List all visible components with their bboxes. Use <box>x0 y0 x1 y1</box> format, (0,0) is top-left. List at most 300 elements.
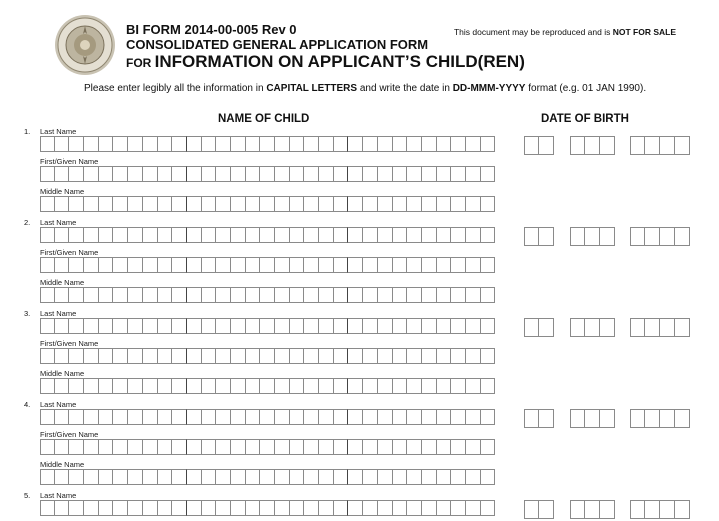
char-box[interactable] <box>437 500 452 516</box>
char-box[interactable] <box>378 500 393 516</box>
char-box[interactable] <box>363 318 378 334</box>
char-box[interactable] <box>158 439 173 455</box>
char-box[interactable] <box>202 318 217 334</box>
char-box[interactable] <box>319 409 334 425</box>
date-box[interactable] <box>645 227 660 246</box>
last-name-boxes-child-4[interactable] <box>40 409 495 425</box>
char-box[interactable] <box>334 348 349 364</box>
char-box[interactable] <box>99 227 114 243</box>
char-box[interactable] <box>69 196 84 212</box>
char-box[interactable] <box>172 500 187 516</box>
char-box[interactable] <box>348 196 363 212</box>
char-box[interactable] <box>55 409 70 425</box>
char-box[interactable] <box>304 378 319 394</box>
char-box[interactable] <box>69 469 84 485</box>
char-box[interactable] <box>466 409 481 425</box>
char-box[interactable] <box>40 409 55 425</box>
char-box[interactable] <box>260 136 275 152</box>
char-box[interactable] <box>99 378 114 394</box>
date-box[interactable] <box>539 227 554 246</box>
char-box[interactable] <box>187 348 202 364</box>
char-box[interactable] <box>422 287 437 303</box>
dob-day-child-4[interactable] <box>524 409 554 428</box>
char-box[interactable] <box>55 378 70 394</box>
char-box[interactable] <box>172 348 187 364</box>
date-box[interactable] <box>660 409 675 428</box>
char-box[interactable] <box>304 227 319 243</box>
char-box[interactable] <box>158 378 173 394</box>
char-box[interactable] <box>216 257 231 273</box>
char-box[interactable] <box>55 136 70 152</box>
char-box[interactable] <box>275 348 290 364</box>
char-box[interactable] <box>260 287 275 303</box>
char-box[interactable] <box>466 439 481 455</box>
char-box[interactable] <box>260 409 275 425</box>
char-box[interactable] <box>246 318 261 334</box>
char-box[interactable] <box>231 136 246 152</box>
char-box[interactable] <box>393 469 408 485</box>
last-name-boxes-child-2[interactable] <box>40 227 495 243</box>
char-box[interactable] <box>128 409 143 425</box>
char-box[interactable] <box>363 439 378 455</box>
date-box[interactable] <box>660 500 675 519</box>
char-box[interactable] <box>378 318 393 334</box>
char-box[interactable] <box>99 257 114 273</box>
dob-year-child-1[interactable] <box>630 136 690 155</box>
char-box[interactable] <box>187 166 202 182</box>
char-box[interactable] <box>113 196 128 212</box>
char-box[interactable] <box>275 227 290 243</box>
char-box[interactable] <box>393 227 408 243</box>
char-box[interactable] <box>143 378 158 394</box>
char-box[interactable] <box>231 196 246 212</box>
char-box[interactable] <box>348 409 363 425</box>
char-box[interactable] <box>319 318 334 334</box>
char-box[interactable] <box>290 257 305 273</box>
char-box[interactable] <box>481 318 496 334</box>
char-box[interactable] <box>481 287 496 303</box>
char-box[interactable] <box>216 318 231 334</box>
char-box[interactable] <box>246 439 261 455</box>
char-box[interactable] <box>158 409 173 425</box>
char-box[interactable] <box>172 378 187 394</box>
char-box[interactable] <box>246 196 261 212</box>
char-box[interactable] <box>128 378 143 394</box>
char-box[interactable] <box>143 257 158 273</box>
char-box[interactable] <box>334 439 349 455</box>
char-box[interactable] <box>128 166 143 182</box>
char-box[interactable] <box>202 500 217 516</box>
char-box[interactable] <box>466 196 481 212</box>
char-box[interactable] <box>187 469 202 485</box>
char-box[interactable] <box>99 136 114 152</box>
char-box[interactable] <box>407 196 422 212</box>
char-box[interactable] <box>246 348 261 364</box>
char-box[interactable] <box>84 378 99 394</box>
char-box[interactable] <box>55 318 70 334</box>
char-box[interactable] <box>466 378 481 394</box>
date-box[interactable] <box>660 136 675 155</box>
char-box[interactable] <box>202 196 217 212</box>
date-box[interactable] <box>675 136 690 155</box>
date-box[interactable] <box>630 500 645 519</box>
char-box[interactable] <box>128 227 143 243</box>
char-box[interactable] <box>304 318 319 334</box>
char-box[interactable] <box>55 439 70 455</box>
char-box[interactable] <box>260 196 275 212</box>
char-box[interactable] <box>143 196 158 212</box>
char-box[interactable] <box>319 227 334 243</box>
char-box[interactable] <box>363 378 378 394</box>
dob-day-child-2[interactable] <box>524 227 554 246</box>
char-box[interactable] <box>481 196 496 212</box>
char-box[interactable] <box>216 287 231 303</box>
char-box[interactable] <box>304 439 319 455</box>
char-box[interactable] <box>348 378 363 394</box>
char-box[interactable] <box>187 439 202 455</box>
char-box[interactable] <box>304 136 319 152</box>
char-box[interactable] <box>437 227 452 243</box>
char-box[interactable] <box>69 166 84 182</box>
char-box[interactable] <box>143 318 158 334</box>
char-box[interactable] <box>437 318 452 334</box>
char-box[interactable] <box>437 409 452 425</box>
char-box[interactable] <box>437 287 452 303</box>
char-box[interactable] <box>275 439 290 455</box>
char-box[interactable] <box>290 378 305 394</box>
char-box[interactable] <box>128 136 143 152</box>
char-box[interactable] <box>290 469 305 485</box>
last-name-boxes-child-1[interactable] <box>40 136 495 152</box>
char-box[interactable] <box>275 318 290 334</box>
char-box[interactable] <box>363 500 378 516</box>
last-name-boxes-child-5[interactable] <box>40 500 495 516</box>
char-box[interactable] <box>55 227 70 243</box>
date-box[interactable] <box>630 318 645 337</box>
char-box[interactable] <box>172 136 187 152</box>
middle-name-boxes-child-3[interactable] <box>40 378 495 394</box>
char-box[interactable] <box>260 348 275 364</box>
date-box[interactable] <box>675 227 690 246</box>
char-box[interactable] <box>437 136 452 152</box>
date-box[interactable] <box>524 409 539 428</box>
char-box[interactable] <box>481 136 496 152</box>
char-box[interactable] <box>40 348 55 364</box>
char-box[interactable] <box>187 378 202 394</box>
char-box[interactable] <box>348 287 363 303</box>
char-box[interactable] <box>260 227 275 243</box>
char-box[interactable] <box>69 348 84 364</box>
char-box[interactable] <box>143 348 158 364</box>
char-box[interactable] <box>407 348 422 364</box>
char-box[interactable] <box>393 439 408 455</box>
dob-year-child-5[interactable] <box>630 500 690 519</box>
char-box[interactable] <box>40 166 55 182</box>
char-box[interactable] <box>113 348 128 364</box>
char-box[interactable] <box>99 500 114 516</box>
char-box[interactable] <box>55 500 70 516</box>
char-box[interactable] <box>437 469 452 485</box>
char-box[interactable] <box>319 136 334 152</box>
char-box[interactable] <box>128 500 143 516</box>
char-box[interactable] <box>55 287 70 303</box>
middle-name-boxes-child-2[interactable] <box>40 287 495 303</box>
char-box[interactable] <box>69 500 84 516</box>
char-box[interactable] <box>422 318 437 334</box>
date-box[interactable] <box>645 500 660 519</box>
char-box[interactable] <box>172 439 187 455</box>
char-box[interactable] <box>40 378 55 394</box>
char-box[interactable] <box>216 136 231 152</box>
char-box[interactable] <box>437 257 452 273</box>
char-box[interactable] <box>113 257 128 273</box>
char-box[interactable] <box>260 166 275 182</box>
char-box[interactable] <box>319 257 334 273</box>
char-box[interactable] <box>202 287 217 303</box>
char-box[interactable] <box>202 257 217 273</box>
char-box[interactable] <box>202 227 217 243</box>
char-box[interactable] <box>378 287 393 303</box>
dob-day-child-5[interactable] <box>524 500 554 519</box>
char-box[interactable] <box>40 257 55 273</box>
char-box[interactable] <box>84 348 99 364</box>
middle-name-boxes-child-4[interactable] <box>40 469 495 485</box>
last-name-boxes-child-3[interactable] <box>40 318 495 334</box>
date-box[interactable] <box>570 318 585 337</box>
char-box[interactable] <box>275 287 290 303</box>
date-box[interactable] <box>630 136 645 155</box>
char-box[interactable] <box>84 196 99 212</box>
char-box[interactable] <box>231 348 246 364</box>
char-box[interactable] <box>260 500 275 516</box>
char-box[interactable] <box>407 469 422 485</box>
char-box[interactable] <box>290 287 305 303</box>
char-box[interactable] <box>84 287 99 303</box>
char-box[interactable] <box>231 500 246 516</box>
char-box[interactable] <box>158 136 173 152</box>
char-box[interactable] <box>407 136 422 152</box>
char-box[interactable] <box>451 378 466 394</box>
char-box[interactable] <box>304 469 319 485</box>
char-box[interactable] <box>481 348 496 364</box>
date-box[interactable] <box>600 318 615 337</box>
char-box[interactable] <box>393 409 408 425</box>
char-box[interactable] <box>84 439 99 455</box>
char-box[interactable] <box>246 227 261 243</box>
char-box[interactable] <box>407 318 422 334</box>
char-box[interactable] <box>128 257 143 273</box>
middle-name-boxes-child-1[interactable] <box>40 196 495 212</box>
char-box[interactable] <box>451 136 466 152</box>
char-box[interactable] <box>231 409 246 425</box>
char-box[interactable] <box>246 378 261 394</box>
char-box[interactable] <box>246 166 261 182</box>
char-box[interactable] <box>393 500 408 516</box>
char-box[interactable] <box>334 136 349 152</box>
char-box[interactable] <box>143 136 158 152</box>
char-box[interactable] <box>466 318 481 334</box>
char-box[interactable] <box>407 287 422 303</box>
dob-day-child-1[interactable] <box>524 136 554 155</box>
char-box[interactable] <box>69 136 84 152</box>
char-box[interactable] <box>216 469 231 485</box>
char-box[interactable] <box>260 318 275 334</box>
char-box[interactable] <box>348 318 363 334</box>
char-box[interactable] <box>437 166 452 182</box>
char-box[interactable] <box>187 500 202 516</box>
char-box[interactable] <box>466 500 481 516</box>
char-box[interactable] <box>304 166 319 182</box>
char-box[interactable] <box>481 409 496 425</box>
char-box[interactable] <box>84 227 99 243</box>
char-box[interactable] <box>158 287 173 303</box>
char-box[interactable] <box>348 166 363 182</box>
char-box[interactable] <box>187 227 202 243</box>
dob-day-child-3[interactable] <box>524 318 554 337</box>
char-box[interactable] <box>202 469 217 485</box>
char-box[interactable] <box>393 136 408 152</box>
char-box[interactable] <box>290 136 305 152</box>
char-box[interactable] <box>40 500 55 516</box>
date-box[interactable] <box>600 136 615 155</box>
char-box[interactable] <box>319 500 334 516</box>
char-box[interactable] <box>466 287 481 303</box>
char-box[interactable] <box>407 500 422 516</box>
first-name-boxes-child-2[interactable] <box>40 257 495 273</box>
char-box[interactable] <box>378 257 393 273</box>
char-box[interactable] <box>216 378 231 394</box>
char-box[interactable] <box>40 318 55 334</box>
char-box[interactable] <box>187 287 202 303</box>
char-box[interactable] <box>481 166 496 182</box>
char-box[interactable] <box>319 196 334 212</box>
char-box[interactable] <box>187 318 202 334</box>
char-box[interactable] <box>348 469 363 485</box>
char-box[interactable] <box>378 439 393 455</box>
char-box[interactable] <box>451 257 466 273</box>
char-box[interactable] <box>275 257 290 273</box>
date-box[interactable] <box>630 409 645 428</box>
char-box[interactable] <box>481 469 496 485</box>
char-box[interactable] <box>158 469 173 485</box>
char-box[interactable] <box>172 287 187 303</box>
date-box[interactable] <box>600 409 615 428</box>
char-box[interactable] <box>231 378 246 394</box>
char-box[interactable] <box>55 196 70 212</box>
char-box[interactable] <box>363 469 378 485</box>
char-box[interactable] <box>143 227 158 243</box>
char-box[interactable] <box>348 348 363 364</box>
date-box[interactable] <box>570 136 585 155</box>
char-box[interactable] <box>55 166 70 182</box>
char-box[interactable] <box>422 348 437 364</box>
char-box[interactable] <box>246 409 261 425</box>
char-box[interactable] <box>113 469 128 485</box>
char-box[interactable] <box>113 439 128 455</box>
char-box[interactable] <box>84 166 99 182</box>
char-box[interactable] <box>422 409 437 425</box>
date-box[interactable] <box>675 500 690 519</box>
char-box[interactable] <box>40 439 55 455</box>
char-box[interactable] <box>304 196 319 212</box>
char-box[interactable] <box>363 257 378 273</box>
char-box[interactable] <box>202 166 217 182</box>
char-box[interactable] <box>466 469 481 485</box>
char-box[interactable] <box>172 227 187 243</box>
dob-month-child-1[interactable] <box>570 136 615 155</box>
char-box[interactable] <box>290 500 305 516</box>
char-box[interactable] <box>69 318 84 334</box>
char-box[interactable] <box>216 196 231 212</box>
dob-month-child-3[interactable] <box>570 318 615 337</box>
char-box[interactable] <box>378 409 393 425</box>
char-box[interactable] <box>246 257 261 273</box>
char-box[interactable] <box>40 227 55 243</box>
char-box[interactable] <box>216 439 231 455</box>
date-box[interactable] <box>524 500 539 519</box>
char-box[interactable] <box>481 439 496 455</box>
char-box[interactable] <box>84 318 99 334</box>
first-name-boxes-child-3[interactable] <box>40 348 495 364</box>
char-box[interactable] <box>290 166 305 182</box>
char-box[interactable] <box>451 166 466 182</box>
char-box[interactable] <box>378 378 393 394</box>
char-box[interactable] <box>378 196 393 212</box>
char-box[interactable] <box>363 227 378 243</box>
char-box[interactable] <box>393 348 408 364</box>
char-box[interactable] <box>172 318 187 334</box>
char-box[interactable] <box>40 136 55 152</box>
char-box[interactable] <box>348 257 363 273</box>
char-box[interactable] <box>319 439 334 455</box>
char-box[interactable] <box>290 196 305 212</box>
char-box[interactable] <box>231 287 246 303</box>
char-box[interactable] <box>84 500 99 516</box>
char-box[interactable] <box>113 136 128 152</box>
date-box[interactable] <box>600 227 615 246</box>
date-box[interactable] <box>570 409 585 428</box>
char-box[interactable] <box>99 409 114 425</box>
dob-year-child-2[interactable] <box>630 227 690 246</box>
char-box[interactable] <box>363 196 378 212</box>
char-box[interactable] <box>113 500 128 516</box>
dob-year-child-4[interactable] <box>630 409 690 428</box>
char-box[interactable] <box>334 196 349 212</box>
char-box[interactable] <box>481 378 496 394</box>
char-box[interactable] <box>187 136 202 152</box>
date-box[interactable] <box>524 227 539 246</box>
char-box[interactable] <box>437 439 452 455</box>
char-box[interactable] <box>451 318 466 334</box>
char-box[interactable] <box>69 378 84 394</box>
char-box[interactable] <box>422 500 437 516</box>
char-box[interactable] <box>84 469 99 485</box>
char-box[interactable] <box>437 348 452 364</box>
char-box[interactable] <box>437 196 452 212</box>
char-box[interactable] <box>334 409 349 425</box>
date-box[interactable] <box>630 227 645 246</box>
char-box[interactable] <box>128 348 143 364</box>
date-box[interactable] <box>585 500 600 519</box>
char-box[interactable] <box>143 166 158 182</box>
char-box[interactable] <box>393 166 408 182</box>
char-box[interactable] <box>319 378 334 394</box>
char-box[interactable] <box>275 469 290 485</box>
char-box[interactable] <box>451 469 466 485</box>
char-box[interactable] <box>378 469 393 485</box>
char-box[interactable] <box>55 348 70 364</box>
char-box[interactable] <box>275 196 290 212</box>
